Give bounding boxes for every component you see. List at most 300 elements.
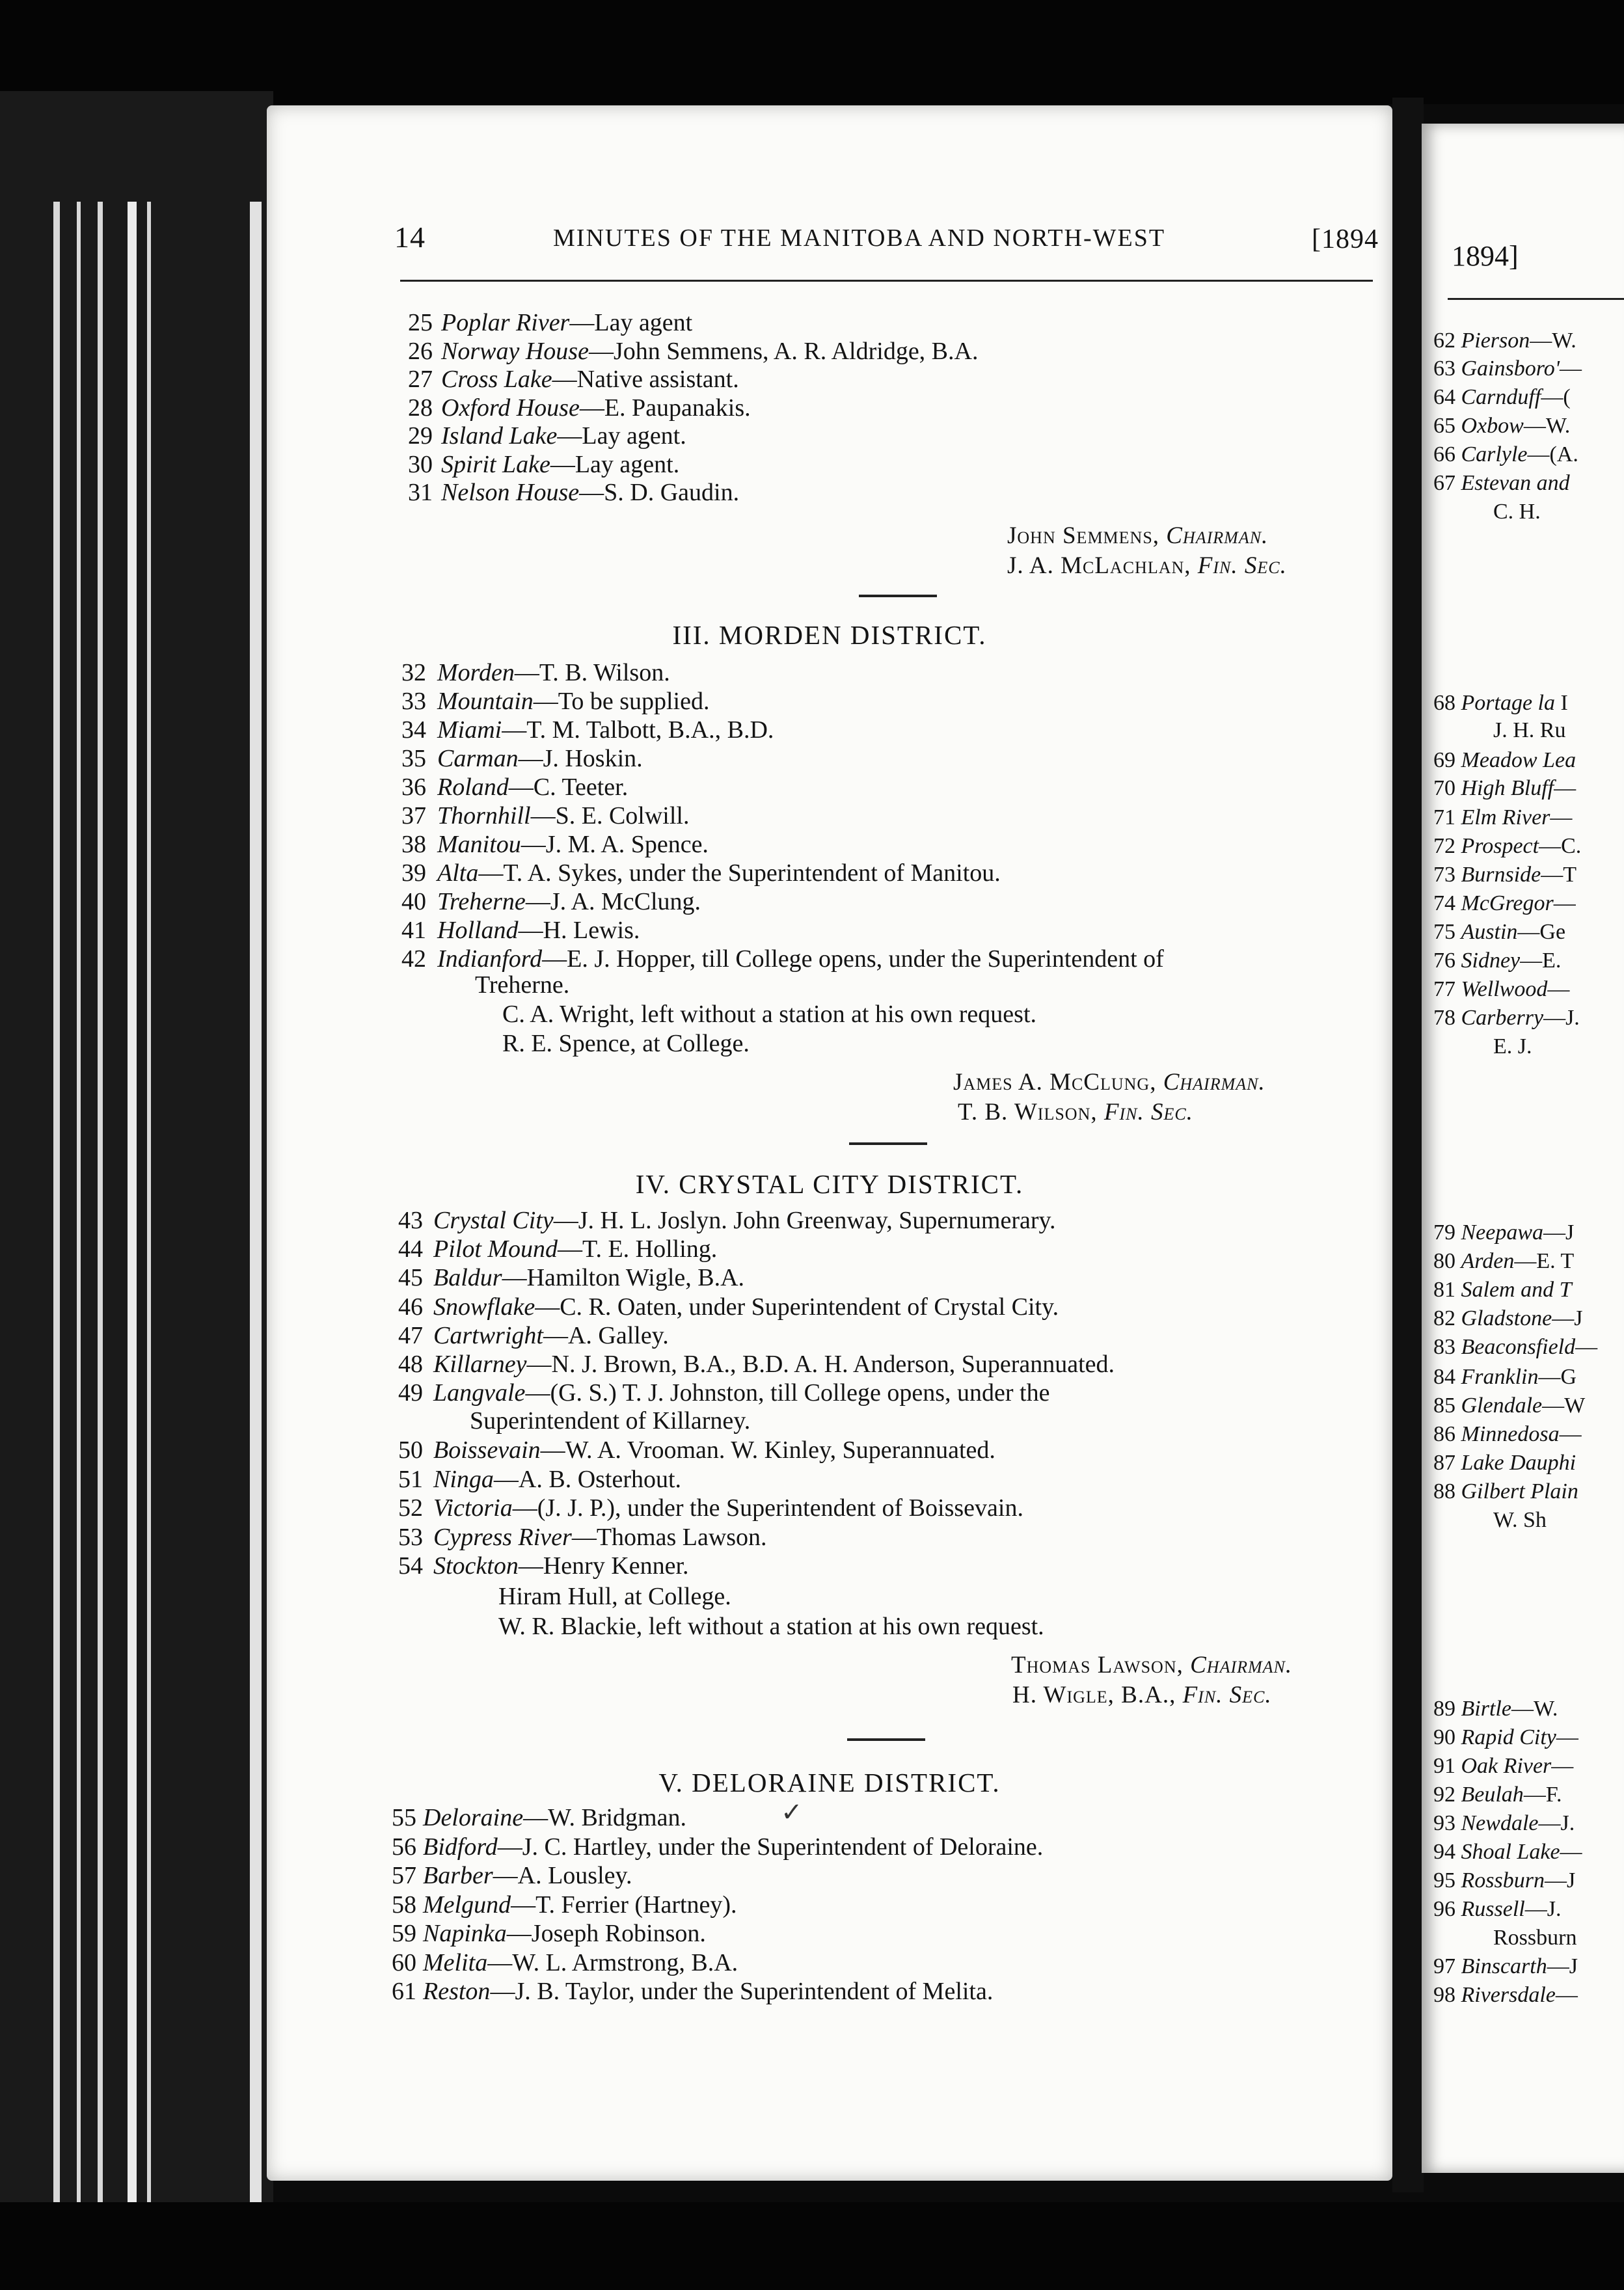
circuit-appointment: —J. bbox=[1524, 1897, 1562, 1921]
circuit-number: 64 bbox=[1433, 385, 1455, 409]
circuit-number: 43 bbox=[398, 1207, 423, 1234]
list-item bbox=[1433, 1006, 1580, 1030]
continuation-line: Superintendent of Killarney. bbox=[470, 1407, 751, 1435]
circuit-number: 51 bbox=[398, 1465, 423, 1493]
chairman-signature: Thomas Lawson, Chairman. bbox=[1011, 1652, 1293, 1678]
circuit-appointment: —E. T bbox=[1514, 1249, 1575, 1273]
circuit-place: Wellwood bbox=[1461, 977, 1548, 1001]
circuit-appointment: —C. bbox=[1539, 834, 1582, 858]
circuit-number: 74 bbox=[1433, 891, 1455, 915]
circuit-place: Arden bbox=[1461, 1249, 1515, 1273]
circuit-appointment: — bbox=[1559, 357, 1582, 381]
circuit-appointment: —J. Hoskin. bbox=[518, 745, 643, 772]
circuit-number: 66 bbox=[1433, 442, 1455, 466]
list-item bbox=[1433, 1451, 1576, 1475]
circuit-entry bbox=[437, 945, 1164, 973]
circuit-place: Miami bbox=[437, 716, 502, 744]
circuit-appointment: I bbox=[1554, 691, 1568, 715]
circuit-appointment: —Henry Kenner. bbox=[518, 1552, 689, 1580]
circuit-place: Binscarth bbox=[1461, 1954, 1547, 1978]
circuit-appointment: J. H. Ru bbox=[1493, 718, 1566, 742]
circuit-appointment: —T. M. Talbott, B.A., B.D. bbox=[502, 716, 774, 744]
list-item bbox=[1433, 1394, 1585, 1418]
list-item bbox=[1433, 329, 1577, 353]
circuit-number: 46 bbox=[398, 1293, 423, 1321]
circuit-place: Melgund bbox=[423, 1891, 511, 1919]
circuit-place: Franklin bbox=[1461, 1365, 1539, 1389]
circuit-number: 87 bbox=[1433, 1451, 1455, 1475]
circuit-entry bbox=[433, 1206, 1056, 1235]
continuation-line: Treherne. bbox=[475, 971, 570, 999]
circuit-appointment: —C. Teeter. bbox=[508, 774, 629, 801]
circuit-entry bbox=[437, 658, 670, 687]
circuit-number: 39 bbox=[401, 859, 426, 887]
circuit-entry bbox=[441, 337, 978, 366]
circuit-place: Thornhill bbox=[437, 802, 531, 829]
circuit-number: 63 bbox=[1433, 357, 1455, 381]
circuit-appointment: —(G. S.) T. J. Johnston, till College opens, under the bbox=[525, 1379, 1050, 1407]
circuit-entry bbox=[433, 1552, 689, 1580]
circuit-number: 49 bbox=[398, 1379, 423, 1407]
page-edge-stripe bbox=[147, 202, 151, 2290]
circuit-place: Meadow Lea bbox=[1461, 748, 1577, 772]
circuit-number: 42 bbox=[401, 945, 426, 973]
circuit-appointment: —To be supplied. bbox=[533, 688, 710, 715]
circuit-number: 47 bbox=[398, 1321, 423, 1349]
circuit-number: 36 bbox=[401, 774, 426, 801]
circuit-place: Holland bbox=[437, 917, 519, 944]
circuit-place: Morden bbox=[437, 659, 515, 686]
circuit-appointment: —T. A. Sykes, under the Superintendent of Manitou. bbox=[478, 859, 1001, 887]
circuit-place: Beaconsfield bbox=[1461, 1335, 1576, 1359]
circuit-place: Killarney bbox=[433, 1351, 527, 1378]
circuit-entry bbox=[423, 1919, 706, 1948]
circuit-number: 27 bbox=[408, 366, 433, 393]
header-year: [1894 bbox=[1312, 224, 1379, 254]
header-rule bbox=[400, 280, 1373, 282]
circuit-appointment: —J. A. McClung. bbox=[525, 888, 701, 915]
circuit-appointment: —W. A. Vrooman. W. Kinley, Superannuated. bbox=[540, 1436, 995, 1464]
circuit-entry bbox=[437, 859, 1001, 887]
circuit-appointment: —Native assistant. bbox=[552, 366, 739, 393]
circuit-entry bbox=[433, 1321, 669, 1350]
circuit-entry bbox=[423, 1948, 738, 1977]
list-item bbox=[1433, 414, 1570, 438]
circuit-appointment: —Ge bbox=[1517, 920, 1566, 944]
list-item bbox=[1493, 1926, 1577, 1950]
circuit-appointment: — bbox=[1560, 1840, 1582, 1864]
list-item bbox=[1433, 1725, 1578, 1750]
circuit-appointment: — bbox=[1554, 776, 1577, 800]
circuit-entry bbox=[441, 394, 751, 422]
circuit-number: 61 bbox=[392, 1978, 416, 2005]
circuit-appointment: —S. D. Gaudin. bbox=[579, 479, 740, 506]
circuit-entry bbox=[437, 801, 689, 830]
page-edge-stripe bbox=[128, 202, 137, 2290]
section-divider bbox=[849, 1142, 927, 1145]
circuit-entry bbox=[433, 1436, 995, 1464]
circuit-number: 73 bbox=[1433, 863, 1455, 887]
circuit-number: 91 bbox=[1433, 1754, 1455, 1778]
circuit-number: 60 bbox=[392, 1948, 416, 1976]
circuit-appointment: —Joseph Robinson. bbox=[506, 1920, 706, 1947]
circuit-entry bbox=[423, 1977, 993, 2006]
circuit-number: 97 bbox=[1433, 1954, 1455, 1978]
circuit-place: Gladstone bbox=[1461, 1306, 1552, 1330]
circuit-appointment: —J. C. Hartley, under the Superintendent of Deloraine. bbox=[497, 1833, 1044, 1861]
circuit-number: 40 bbox=[401, 888, 426, 915]
crystal-city-district-heading: IV. CRYSTAL CITY DISTRICT. bbox=[635, 1169, 1024, 1199]
list-item bbox=[1433, 834, 1581, 859]
circuit-appointment: —W. bbox=[1523, 414, 1571, 438]
list-item bbox=[1433, 1811, 1575, 1836]
circuit-appointment: —Lay agent. bbox=[550, 450, 680, 478]
circuit-number: 77 bbox=[1433, 977, 1455, 1001]
circuit-number: 48 bbox=[398, 1351, 423, 1378]
circuit-appointment: —J bbox=[1552, 1306, 1583, 1330]
circuit-place: Pilot Mound bbox=[433, 1235, 558, 1263]
note-line: Hiram Hull, at College. bbox=[498, 1583, 731, 1610]
circuit-place: Russell bbox=[1461, 1897, 1525, 1921]
circuit-number: 89 bbox=[1433, 1697, 1455, 1721]
circuit-entry bbox=[433, 1494, 1023, 1522]
circuit-place: Spirit Lake bbox=[441, 450, 550, 478]
circuit-appointment: E. J. bbox=[1493, 1034, 1532, 1058]
book-gutter bbox=[1392, 98, 1424, 2192]
circuit-entry bbox=[433, 1293, 1059, 1321]
circuit-number: 35 bbox=[401, 745, 426, 772]
circuit-place: Poplar River bbox=[441, 309, 570, 336]
list-item bbox=[1433, 1697, 1558, 1721]
circuit-entry bbox=[433, 1263, 744, 1292]
circuit-place: Prospect bbox=[1461, 834, 1539, 858]
circuit-number: 28 bbox=[408, 394, 433, 422]
list-item bbox=[1433, 471, 1570, 496]
circuit-number: 57 bbox=[392, 1862, 416, 1889]
circuit-appointment: —E. J. Hopper, till College opens, under the Superintendent of bbox=[542, 945, 1164, 973]
circuit-place: Crystal City bbox=[433, 1207, 554, 1234]
circuit-place: Austin bbox=[1461, 920, 1518, 944]
fin-sec-signature: T. B. Wilson, Fin. Sec. bbox=[958, 1099, 1193, 1125]
circuit-entry bbox=[423, 1861, 632, 1890]
circuit-number: 45 bbox=[398, 1264, 423, 1292]
circuit-appointment: —T bbox=[1541, 863, 1577, 887]
circuit-appointment: —J. bbox=[1543, 1006, 1580, 1030]
right-page-partial bbox=[1422, 124, 1624, 2173]
circuit-appointment: —T. Ferrier (Hartney). bbox=[511, 1891, 737, 1919]
circuit-appointment: —J bbox=[1544, 1868, 1576, 1893]
circuit-entry bbox=[423, 1803, 686, 1832]
circuit-place: Estevan and bbox=[1461, 471, 1570, 495]
list-item bbox=[1493, 1508, 1547, 1533]
circuit-number: 80 bbox=[1433, 1249, 1455, 1273]
circuit-appointment: —J bbox=[1547, 1954, 1578, 1978]
circuit-number: 90 bbox=[1433, 1725, 1455, 1749]
circuit-place: Reston bbox=[423, 1978, 491, 2005]
circuit-place: Beulah bbox=[1461, 1783, 1524, 1807]
list-item bbox=[1433, 442, 1578, 467]
circuit-place: Langvale bbox=[433, 1379, 526, 1407]
circuit-appointment: Rossburn bbox=[1493, 1926, 1577, 1950]
circuit-appointment: —(J. J. P.), under the Superintendent of Boissevain. bbox=[512, 1494, 1023, 1522]
list-item bbox=[1433, 1897, 1561, 1922]
circuit-number: 54 bbox=[398, 1552, 423, 1580]
circuit-number: 34 bbox=[401, 716, 426, 744]
section-divider bbox=[859, 595, 937, 597]
circuit-place: Shoal Lake bbox=[1461, 1840, 1560, 1864]
circuit-appointment: —(A. bbox=[1527, 442, 1578, 466]
circuit-appointment: —W bbox=[1542, 1394, 1586, 1418]
circuit-number: 41 bbox=[401, 917, 426, 944]
circuit-place: Stockton bbox=[433, 1552, 519, 1580]
circuit-number: 79 bbox=[1433, 1220, 1455, 1245]
circuit-number: 65 bbox=[1433, 414, 1455, 438]
circuit-number: 38 bbox=[401, 831, 426, 858]
circuit-place: Roland bbox=[437, 774, 509, 801]
page-header bbox=[267, 220, 1392, 265]
circuit-entry bbox=[423, 1891, 737, 1919]
circuit-number: 69 bbox=[1433, 748, 1455, 772]
list-item bbox=[1433, 920, 1565, 945]
circuit-entry bbox=[437, 716, 774, 744]
circuit-entry bbox=[441, 308, 692, 337]
list-item bbox=[1433, 1479, 1578, 1504]
circuit-number: 58 bbox=[392, 1891, 416, 1919]
list-item bbox=[1433, 1983, 1578, 2008]
circuit-number: 93 bbox=[1433, 1811, 1455, 1835]
circuit-appointment: —T. B. Wilson. bbox=[514, 659, 670, 686]
circuit-place: Glendale bbox=[1461, 1394, 1543, 1418]
list-item bbox=[1433, 1754, 1573, 1779]
circuit-number: 82 bbox=[1433, 1306, 1455, 1330]
note-line: C. A. Wright, left without a station at his own request. bbox=[502, 1001, 1037, 1028]
circuit-place: Minnedosa bbox=[1461, 1422, 1560, 1446]
circuit-appointment: —Hamilton Wigle, B.A. bbox=[502, 1264, 745, 1292]
list-item bbox=[1433, 691, 1568, 716]
circuit-place: Oak River bbox=[1461, 1754, 1552, 1778]
circuit-appointment: —W. bbox=[1530, 329, 1577, 353]
list-item bbox=[1493, 718, 1565, 743]
circuit-number: 94 bbox=[1433, 1840, 1455, 1864]
list-item bbox=[1493, 1034, 1532, 1059]
circuit-place: Portage la bbox=[1461, 691, 1555, 715]
list-item bbox=[1433, 385, 1571, 410]
circuit-entry bbox=[437, 830, 709, 859]
right-header-rule bbox=[1448, 298, 1624, 300]
circuit-appointment: —W. Bridgman. bbox=[523, 1804, 686, 1831]
circuit-place: Carman bbox=[437, 745, 519, 772]
circuit-appointment: — bbox=[1559, 1422, 1582, 1446]
circuit-place: Victoria bbox=[433, 1494, 513, 1522]
circuit-place: Carberry bbox=[1461, 1006, 1544, 1030]
circuit-number: 86 bbox=[1433, 1422, 1455, 1446]
circuit-place: Lake Dauphi bbox=[1461, 1451, 1577, 1475]
circuit-place: Oxbow bbox=[1461, 414, 1524, 438]
circuit-number: 92 bbox=[1433, 1783, 1455, 1807]
fin-sec-signature: J. A. McLachlan, Fin. Sec. bbox=[1007, 552, 1287, 579]
pencil-tick-mark: ✓ bbox=[781, 1798, 803, 1827]
circuit-number: 98 bbox=[1433, 1983, 1455, 2007]
circuit-number: 68 bbox=[1433, 691, 1455, 715]
circuit-number: 83 bbox=[1433, 1335, 1455, 1359]
circuit-entry bbox=[441, 422, 686, 450]
circuit-place: Birtle bbox=[1461, 1697, 1511, 1721]
circuit-number: 50 bbox=[398, 1436, 423, 1464]
circuit-place: Treherne bbox=[437, 888, 526, 915]
list-item bbox=[1493, 500, 1541, 524]
circuit-appointment: —F. bbox=[1523, 1783, 1562, 1807]
circuit-number: 25 bbox=[408, 309, 433, 336]
page-edge-stripe bbox=[98, 202, 103, 2290]
circuit-number: 55 bbox=[392, 1804, 416, 1831]
circuit-number: 72 bbox=[1433, 834, 1455, 858]
circuit-appointment: —A. Lousley. bbox=[493, 1862, 632, 1889]
circuit-appointment: —H. Lewis. bbox=[518, 917, 640, 944]
circuit-number: 95 bbox=[1433, 1868, 1455, 1893]
circuit-number: 37 bbox=[401, 802, 426, 829]
circuit-place: Carlyle bbox=[1461, 442, 1528, 466]
list-item bbox=[1433, 1868, 1575, 1893]
circuit-place: Neepawa bbox=[1461, 1220, 1544, 1245]
circuit-place: Burnside bbox=[1461, 863, 1541, 887]
list-item bbox=[1433, 863, 1577, 887]
circuit-appointment: —G bbox=[1538, 1365, 1577, 1389]
circuit-appointment: — bbox=[1555, 1983, 1578, 2007]
circuit-number: 67 bbox=[1433, 471, 1455, 495]
circuit-entry bbox=[433, 1379, 1049, 1407]
book-page-edges bbox=[0, 91, 273, 2212]
chairman-signature: John Semmens, Chairman. bbox=[1007, 522, 1269, 549]
list-item bbox=[1433, 977, 1569, 1002]
circuit-number: 71 bbox=[1433, 805, 1455, 829]
morden-district-heading: III. MORDEN DISTRICT. bbox=[672, 620, 987, 650]
circuit-appointment: — bbox=[1553, 891, 1576, 915]
circuit-appointment: —S. E. Colwill. bbox=[530, 802, 690, 829]
circuit-place: Norway House bbox=[441, 337, 589, 365]
circuit-entry bbox=[437, 687, 709, 716]
circuit-appointment: —John Semmens, A. R. Aldridge, B.A. bbox=[588, 337, 979, 365]
note-line: W. R. Blackie, left without a station at his own request. bbox=[498, 1613, 1044, 1640]
list-item bbox=[1433, 949, 1561, 973]
list-item bbox=[1433, 1335, 1597, 1360]
circuit-appointment: — bbox=[1547, 977, 1570, 1001]
circuit-appointment: C. H. bbox=[1493, 500, 1541, 524]
chairman-signature: James A. McClung, Chairman. bbox=[953, 1069, 1265, 1096]
circuit-entry bbox=[437, 744, 643, 773]
circuit-place: Riversdale bbox=[1461, 1983, 1556, 2007]
list-item bbox=[1433, 805, 1572, 830]
deloraine-district-heading: V. DELORAINE DISTRICT. bbox=[658, 1768, 1001, 1798]
circuit-appointment: —A. Galley. bbox=[543, 1321, 669, 1349]
circuit-entry bbox=[433, 1523, 767, 1552]
circuit-place: Melita bbox=[423, 1948, 488, 1976]
circuit-place: Nelson House bbox=[441, 479, 580, 506]
list-item bbox=[1433, 748, 1576, 773]
circuit-place: Mountain bbox=[437, 688, 534, 715]
circuit-appointment: W. Sh bbox=[1493, 1508, 1547, 1532]
circuit-number: 56 bbox=[392, 1833, 416, 1861]
circuit-appointment: —T. E. Holling. bbox=[558, 1235, 718, 1263]
circuit-entry bbox=[433, 1235, 717, 1263]
page-edge-stripe bbox=[53, 202, 60, 2290]
circuit-number: 33 bbox=[401, 688, 426, 715]
list-item bbox=[1433, 1306, 1583, 1331]
fin-sec-signature: H. Wigle, B.A., Fin. Sec. bbox=[1012, 1682, 1272, 1708]
circuit-place: Alta bbox=[437, 859, 479, 887]
list-item bbox=[1433, 1278, 1572, 1302]
circuit-appointment: —Lay agent. bbox=[557, 422, 686, 450]
circuit-entry bbox=[433, 1350, 1115, 1379]
circuit-place: Island Lake bbox=[441, 422, 558, 450]
circuit-appointment: —J. bbox=[1538, 1811, 1575, 1835]
circuit-appointment: —Lay agent bbox=[569, 309, 693, 336]
circuit-place: Sidney bbox=[1461, 949, 1521, 973]
page-edge-stripe bbox=[77, 202, 81, 2290]
circuit-number: 88 bbox=[1433, 1479, 1455, 1503]
circuit-place: Indianford bbox=[437, 945, 543, 973]
circuit-place: Manitou bbox=[437, 831, 521, 858]
list-item bbox=[1433, 1954, 1578, 1979]
circuit-appointment: —W. bbox=[1511, 1697, 1558, 1721]
left-page bbox=[267, 105, 1392, 2181]
circuit-appointment: —( bbox=[1541, 385, 1571, 409]
circuit-place: Oxford House bbox=[441, 394, 580, 422]
circuit-place: Rapid City bbox=[1461, 1725, 1556, 1749]
list-item bbox=[1433, 776, 1576, 801]
section-divider bbox=[847, 1738, 925, 1741]
running-title: MINUTES OF THE MANITOBA AND NORTH-WEST bbox=[553, 224, 1166, 252]
circuit-entry bbox=[441, 478, 739, 507]
circuit-appointment: —J bbox=[1543, 1220, 1575, 1245]
circuit-appointment: — bbox=[1550, 805, 1573, 829]
circuit-number: 84 bbox=[1433, 1365, 1455, 1389]
circuit-appointment: —N. J. Brown, B.A., B.D. A. H. Anderson, Superannuated. bbox=[526, 1351, 1115, 1378]
page-number: 14 bbox=[394, 221, 426, 254]
list-item bbox=[1433, 357, 1582, 381]
list-item bbox=[1433, 1365, 1577, 1390]
circuit-place: Rossburn bbox=[1461, 1868, 1545, 1893]
circuit-entry bbox=[441, 365, 739, 394]
circuit-appointment: — bbox=[1556, 1725, 1578, 1749]
page-edge-stripe bbox=[250, 202, 262, 2290]
circuit-place: Baldur bbox=[433, 1264, 502, 1292]
circuit-number: 70 bbox=[1433, 776, 1455, 800]
circuit-appointment: —E. bbox=[1520, 949, 1562, 973]
circuit-place: Carnduff bbox=[1461, 385, 1541, 409]
circuit-number: 53 bbox=[398, 1523, 423, 1551]
list-item bbox=[1433, 1220, 1574, 1245]
scan-background-bottom bbox=[0, 2202, 1624, 2290]
circuit-number: 29 bbox=[408, 422, 433, 450]
circuit-number: 76 bbox=[1433, 949, 1455, 973]
circuit-place: Deloraine bbox=[423, 1804, 524, 1831]
circuit-appointment: —C. R. Oaten, under Superintendent of Crystal City. bbox=[535, 1293, 1059, 1321]
circuit-number: 44 bbox=[398, 1235, 423, 1263]
circuit-appointment: —E. Paupanakis. bbox=[579, 394, 751, 422]
right-page-year: 1894] bbox=[1452, 240, 1519, 272]
circuit-number: 59 bbox=[392, 1920, 416, 1947]
circuit-entry bbox=[423, 1833, 1043, 1861]
circuit-number: 31 bbox=[408, 479, 433, 506]
circuit-appointment: —W. L. Armstrong, B.A. bbox=[487, 1948, 738, 1976]
circuit-appointment: —J. B. Taylor, under the Superintendent of Melita. bbox=[490, 1978, 994, 2005]
circuit-appointment: —Thomas Lawson. bbox=[571, 1523, 767, 1551]
list-item bbox=[1433, 1249, 1574, 1274]
note-line: R. E. Spence, at College. bbox=[502, 1030, 750, 1057]
circuit-appointment: — bbox=[1575, 1335, 1598, 1359]
circuit-place: Salem and T bbox=[1461, 1278, 1572, 1302]
list-item bbox=[1433, 891, 1576, 916]
